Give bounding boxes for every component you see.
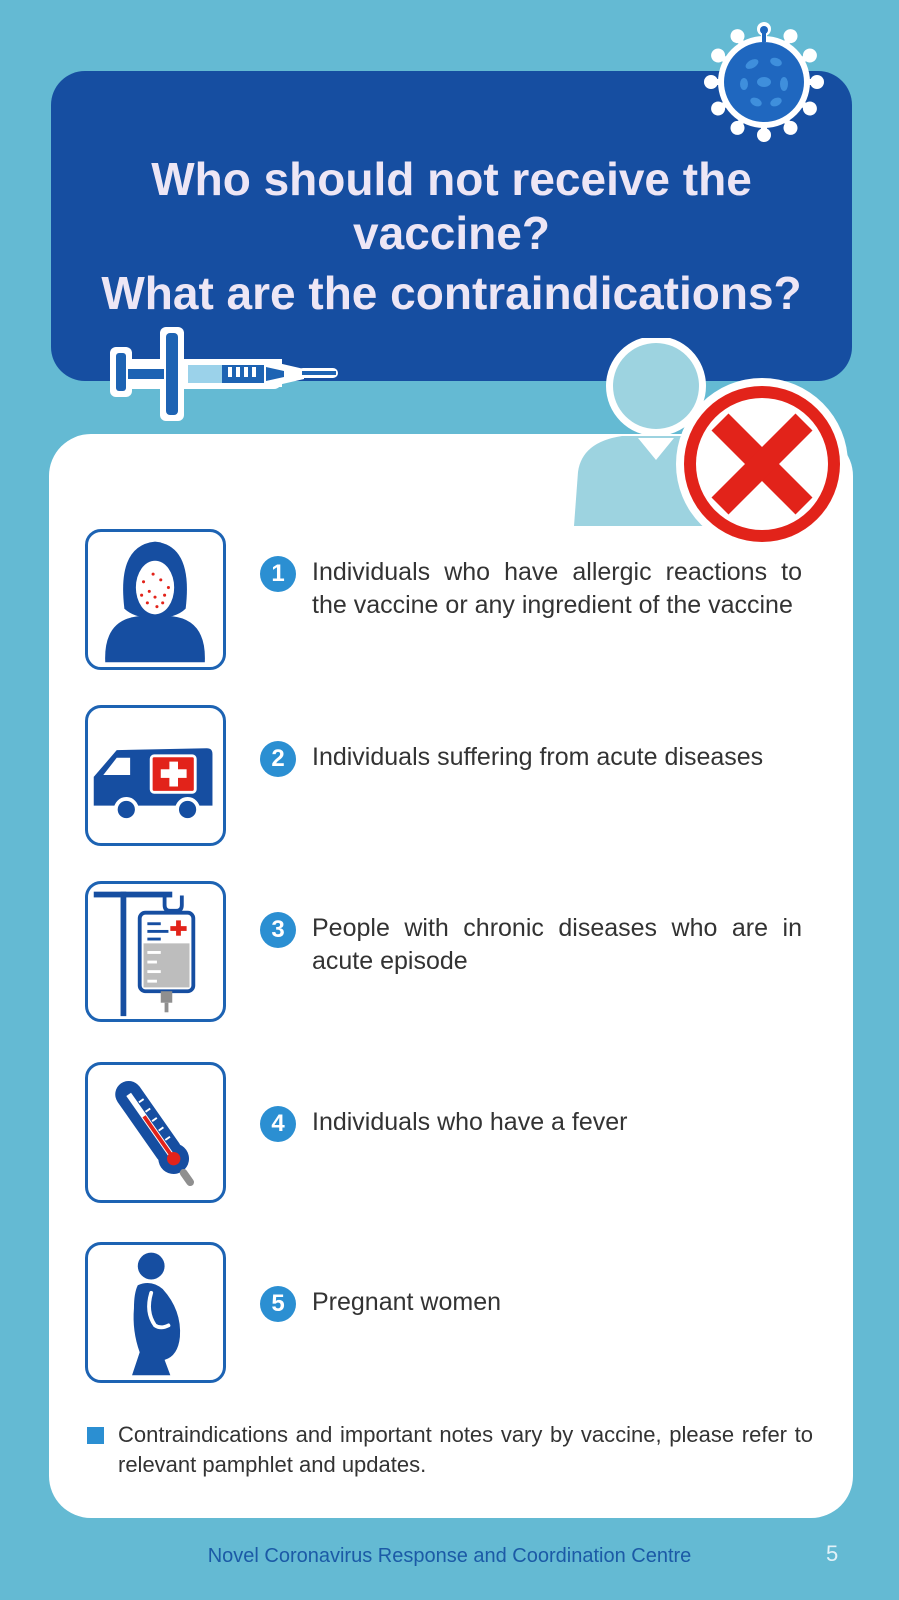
item-number-2: 2 (260, 741, 296, 777)
item-text-1: Individuals who have allergic reactions to the vaccine or any ingredient of the vaccine (312, 558, 802, 619)
contraindicated-person-icon (570, 338, 850, 548)
item-text-5: Pregnant women (312, 1288, 502, 1316)
item-text-2: Individuals suffering from acute diseases (312, 743, 764, 771)
thermometer-icon (85, 1062, 226, 1203)
footer-organization: Novel Coronavirus Response and Coordination Centre (207, 1545, 692, 1567)
ambulance-icon (85, 705, 226, 846)
iv-drip-icon (85, 881, 226, 1022)
item-number-5: 5 (260, 1286, 296, 1322)
item-number-4: 4 (260, 1106, 296, 1142)
item-number-3: 3 (260, 912, 296, 948)
note-bullet (87, 1427, 104, 1444)
item-text-4: Individuals who have a fever (312, 1108, 628, 1136)
page-number: 5 (826, 1541, 839, 1566)
page-title (51, 152, 852, 320)
item-text-3: People with chronic diseases who are in acute episode (312, 914, 802, 975)
title-line-1: Who should not receive the vaccine? (151, 153, 752, 259)
contraindications-note: Contraindications and important notes vary by vaccine, please refer to relevant pamphlet and updates. (118, 1422, 813, 1477)
title-line-2: What are the contraindications? (101, 267, 802, 319)
syringe-icon (108, 325, 340, 425)
pregnant-woman-icon (85, 1242, 226, 1383)
allergic-person-icon (85, 529, 226, 670)
virus-icon (704, 22, 824, 142)
item-number-1: 1 (260, 556, 296, 592)
